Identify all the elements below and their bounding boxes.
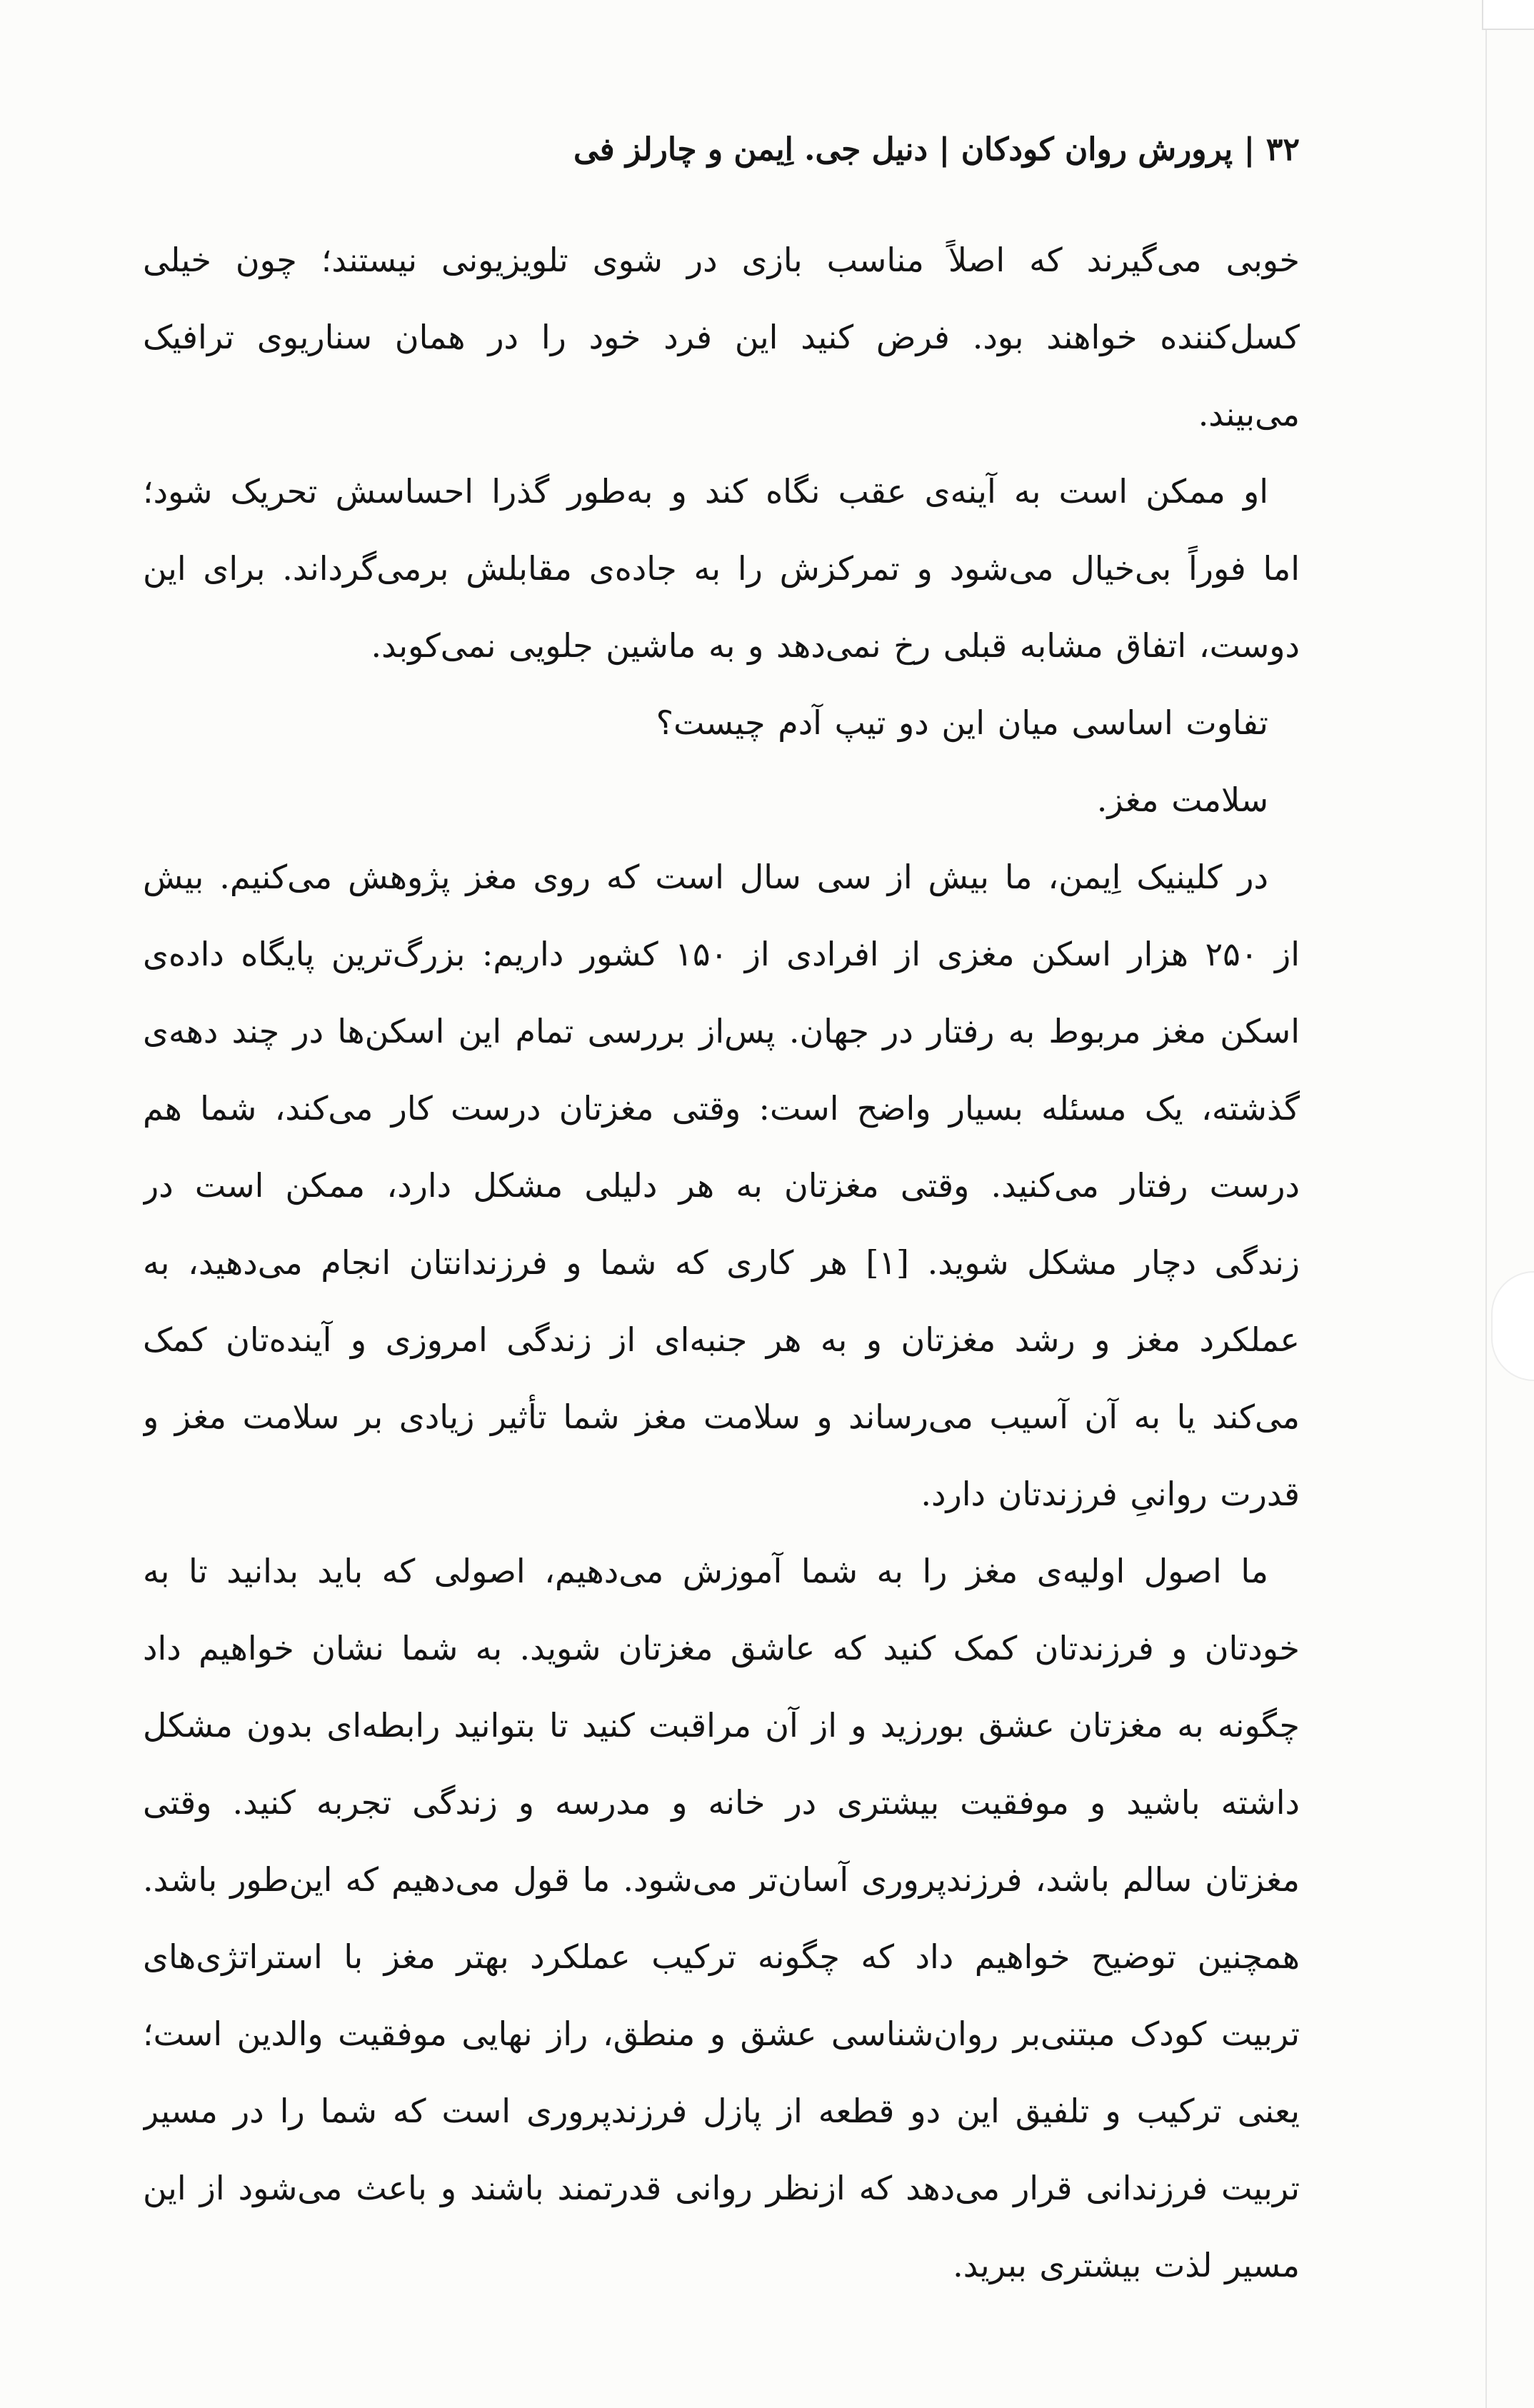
text-line: همچنین توضیح خواهیم داد که چگونه ترکیب عملکرد بهتر مغز با استراتژی‌های xyxy=(143,1937,1300,1976)
text-line: عملکرد مغز و رشد مغزتان و به هر جنبه‌ای از زندگی امروزی و آینده‌تان کمک xyxy=(143,1320,1300,1359)
text-line: کسل‌کننده خواهند بود. فرض کنید این فرد خود را در همان سناریوی ترافیک xyxy=(143,318,1300,356)
header-separator: | xyxy=(1233,131,1255,168)
text-line: سلامت مغز. xyxy=(1096,781,1268,819)
text-line: تفاوت اساسی میان این دو تیپ آدم چیست؟ xyxy=(656,703,1268,742)
text-line: درست رفتار می‌کنید. وقتی مغزتان به هر دلیلی مشکل دارد، ممکن است در xyxy=(143,1166,1300,1205)
text-line: داشته باشید و موفقیت بیشتری در خانه و مدرسه و زندگی تجربه کنید. وقتی xyxy=(143,1783,1300,1822)
text-line: ما اصول اولیه‌ی مغز را به شما آموزش می‌دهیم، اصولی که باید بدانید تا به xyxy=(143,1552,1268,1590)
text-line: تربیت کودک مبتنی‌بر روان‌شناسی عشق و منطق، راز نهایی موفقیت والدین است؛ xyxy=(143,2015,1300,2053)
text-line: مسیر لذت بیشتری ببرید. xyxy=(953,2246,1300,2284)
header-separator: | xyxy=(928,131,951,168)
page-edge xyxy=(1485,0,1487,2408)
page-number: ۳۲ xyxy=(1265,131,1300,168)
text-line: می‌بیند. xyxy=(1198,395,1300,433)
text-line: اما فوراً بی‌خیال می‌شود و تمرکزش را به جاده‌ی مقابلش برمی‌گرداند. برای این xyxy=(143,549,1300,588)
text-line: تربیت فرزندانی قرار می‌دهد که ازنظر روانی قدرتمند باشند و باعث می‌شود از این xyxy=(143,2169,1300,2207)
text-line: یعنی ترکیب و تلفیق این دو قطعه از پازل فرزندپروری است که شما را در مسیر xyxy=(143,2092,1300,2130)
text-line: گذشته، یک مسئله بسیار واضح است: وقتی مغزتان درست کار می‌کند، شما هم xyxy=(143,1089,1300,1128)
text-line: چگونه به مغزتان عشق بورزید و از آن مراقبت کنید تا بتوانید رابطه‌ای بدون مشکل xyxy=(143,1706,1300,1745)
text-line: می‌کند یا به آن آسیب می‌رساند و سلامت مغز شما تأثیر زیادی بر سلامت مغز و xyxy=(143,1398,1300,1436)
text-line: دوست، اتفاق مشابه قبلی رخ نمی‌دهد و به ماشین جلویی نمی‌کوبد. xyxy=(371,626,1300,665)
text-line: زندگی دچار مشکل شوید. [۱] هر کاری که شما و فرزندانتان انجام می‌دهید، به xyxy=(143,1243,1300,1282)
book-authors: دنیل جی. اِیمن و چارلز فی xyxy=(573,131,928,168)
text-line: مغزتان سالم باشد، فرزندپروری آسان‌تر می‌شود. ما قول می‌دهیم که این‌طور باشد. xyxy=(143,1860,1300,1899)
text-line: خوبی می‌گیرند که اصلاً مناسب بازی در شوی تلویزیونی نیستند؛ چون خیلی xyxy=(143,241,1300,279)
text-line: خودتان و فرزندتان کمک کنید که عاشق مغزتان شوید. به شما نشان خواهیم داد xyxy=(143,1629,1300,1667)
text-line: اسکن مغز مربوط به رفتار در جهان. پس‌از بررسی تمام این اسکن‌ها در چند دهه‌ی xyxy=(143,1012,1300,1050)
running-header xyxy=(143,129,1300,171)
text-line: از ۲۵۰ هزار اسکن مغزی از افرادی از ۱۵۰ کشور داریم: بزرگ‌ترین پایگاه داده‌ی xyxy=(143,935,1300,973)
page-edge-notch xyxy=(1491,1271,1534,1381)
text-line: او ممکن است به آینه‌ی عقب نگاه کند و به‌طور گذرا احساسش تحریک شود؛ xyxy=(143,472,1268,511)
text-line: در کلینیک اِیمن، ما بیش از سی سال است که روی مغز پژوهش می‌کنیم. بیش xyxy=(143,858,1269,896)
page-corner xyxy=(1482,0,1534,30)
text-line: قدرت روانیِ فرزندتان دارد. xyxy=(921,1475,1300,1513)
body-text xyxy=(143,221,1300,2304)
book-title: پرورش روان کودکان xyxy=(961,131,1233,168)
